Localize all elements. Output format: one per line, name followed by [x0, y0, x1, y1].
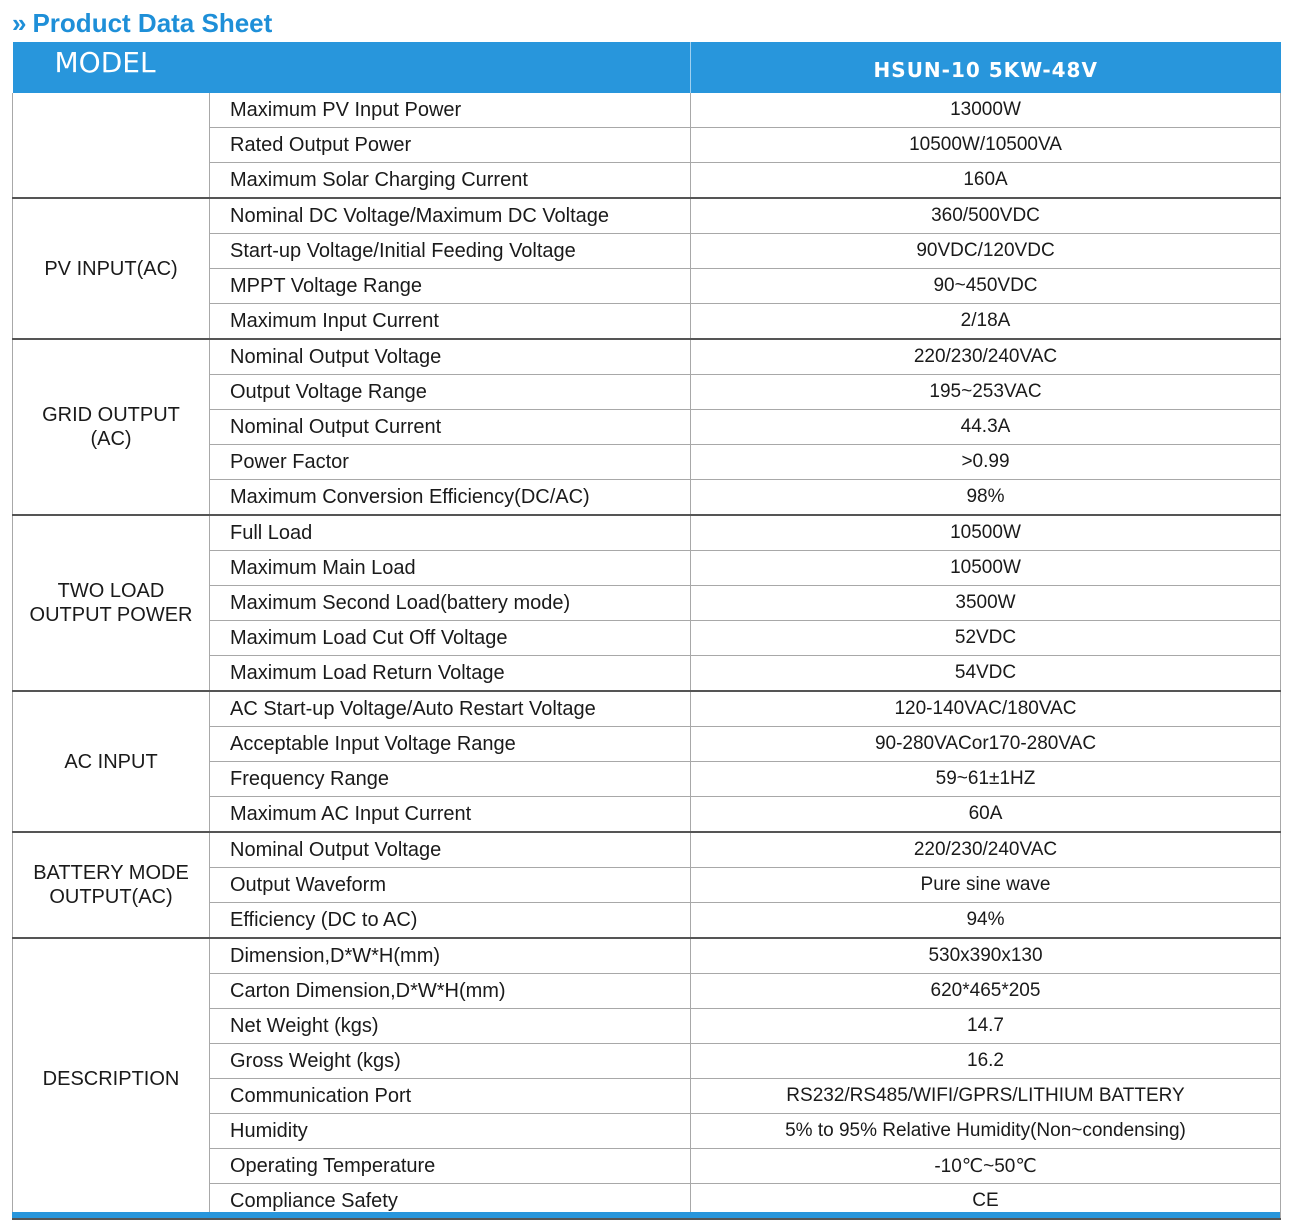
parameter-name: Dimension,D*W*H(mm)	[210, 938, 691, 974]
group-label: BATTERY MODE OUTPUT(AC)	[13, 832, 210, 938]
parameter-name: Nominal Output Current	[210, 410, 691, 445]
parameter-value: 10500W	[691, 515, 1281, 551]
parameter-name: AC Start-up Voltage/Auto Restart Voltage	[210, 691, 691, 727]
parameter-value: 5% to 95% Relative Humidity(Non~condensing)	[691, 1114, 1281, 1149]
parameter-name: Maximum Load Cut Off Voltage	[210, 621, 691, 656]
parameter-value: 90VDC/120VDC	[691, 234, 1281, 269]
parameter-name: Frequency Range	[210, 762, 691, 797]
parameter-name: Full Load	[210, 515, 691, 551]
parameter-name: Acceptable Input Voltage Range	[210, 727, 691, 762]
spec-table	[12, 42, 1281, 1220]
table-row	[13, 93, 1281, 128]
parameter-value: 160A	[691, 163, 1281, 199]
parameter-value: Pure sine wave	[691, 868, 1281, 903]
parameter-value: 52VDC	[691, 621, 1281, 656]
parameter-name: Nominal Output Voltage	[210, 339, 691, 375]
model-label: MODEL	[13, 42, 691, 93]
group-label: GRID OUTPUT (AC)	[13, 339, 210, 515]
parameter-value: 3500W	[691, 586, 1281, 621]
group-label: TWO LOAD OUTPUT POWER	[13, 515, 210, 691]
parameter-name: Carton Dimension,D*W*H(mm)	[210, 974, 691, 1009]
page-title: Product Data Sheet	[32, 8, 273, 38]
parameter-name: Nominal Output Voltage	[210, 832, 691, 868]
parameter-value: -10℃~50℃	[691, 1149, 1281, 1184]
parameter-name: Maximum Second Load(battery mode)	[210, 586, 691, 621]
parameter-value: 2/18A	[691, 304, 1281, 340]
parameter-name: Nominal DC Voltage/Maximum DC Voltage	[210, 198, 691, 234]
parameter-value: RS232/RS485/WIFI/GPRS/LITHIUM BATTERY	[691, 1079, 1281, 1114]
model-value: HSUN-10 5KW-48V	[691, 42, 1281, 93]
table-row	[13, 832, 1281, 868]
parameter-value: 54VDC	[691, 656, 1281, 692]
parameter-value: 90-280VACor170-280VAC	[691, 727, 1281, 762]
parameter-name: Maximum Load Return Voltage	[210, 656, 691, 692]
parameter-value: 13000W	[691, 93, 1281, 128]
table-row	[13, 691, 1281, 727]
parameter-value: >0.99	[691, 445, 1281, 480]
table-row	[13, 938, 1281, 974]
parameter-name: Humidity	[210, 1114, 691, 1149]
parameter-value: 98%	[691, 480, 1281, 516]
parameter-name: Maximum AC Input Current	[210, 797, 691, 833]
group-label	[13, 93, 210, 198]
group-label: PV INPUT(AC)	[13, 198, 210, 339]
parameter-name: Communication Port	[210, 1079, 691, 1114]
parameter-name: MPPT Voltage Range	[210, 269, 691, 304]
parameter-value: 59~61±1HZ	[691, 762, 1281, 797]
parameter-name: Net Weight (kgs)	[210, 1009, 691, 1044]
group-label: DESCRIPTION	[13, 938, 210, 1219]
parameter-name: Efficiency (DC to AC)	[210, 903, 691, 939]
parameter-name: Output Voltage Range	[210, 375, 691, 410]
parameter-name: Maximum Solar Charging Current	[210, 163, 691, 199]
table-header-row	[13, 42, 1281, 93]
parameter-value: 94%	[691, 903, 1281, 939]
parameter-value: 360/500VDC	[691, 198, 1281, 234]
parameter-name: Maximum PV Input Power	[210, 93, 691, 128]
parameter-name: Start-up Voltage/Initial Feeding Voltage	[210, 234, 691, 269]
table-row	[13, 339, 1281, 375]
parameter-name: Output Waveform	[210, 868, 691, 903]
parameter-name: Power Factor	[210, 445, 691, 480]
parameter-value: 10500W	[691, 551, 1281, 586]
page-header	[12, 6, 272, 40]
bottom-accent-bar	[12, 1212, 1280, 1218]
parameter-value: 16.2	[691, 1044, 1281, 1079]
parameter-name: Rated Output Power	[210, 128, 691, 163]
parameter-value: 195~253VAC	[691, 375, 1281, 410]
parameter-value: 620*465*205	[691, 974, 1281, 1009]
parameter-value: CE	[691, 1184, 1281, 1220]
parameter-name: Maximum Conversion Efficiency(DC/AC)	[210, 480, 691, 516]
table-row	[13, 515, 1281, 551]
table-row	[13, 198, 1281, 234]
parameter-value: 530x390x130	[691, 938, 1281, 974]
double-chevron-icon: »	[12, 8, 21, 38]
group-label: AC INPUT	[13, 691, 210, 832]
parameter-value: 10500W/10500VA	[691, 128, 1281, 163]
parameter-value: 220/230/240VAC	[691, 832, 1281, 868]
parameter-value: 60A	[691, 797, 1281, 833]
parameter-value: 14.7	[691, 1009, 1281, 1044]
parameter-name: Operating Temperature	[210, 1149, 691, 1184]
parameter-value: 90~450VDC	[691, 269, 1281, 304]
parameter-name: Maximum Main Load	[210, 551, 691, 586]
spec-table-body	[13, 93, 1281, 1219]
parameter-name: Maximum Input Current	[210, 304, 691, 340]
parameter-value: 120-140VAC/180VAC	[691, 691, 1281, 727]
parameter-value: 220/230/240VAC	[691, 339, 1281, 375]
parameter-value: 44.3A	[691, 410, 1281, 445]
parameter-name: Compliance Safety	[210, 1184, 691, 1220]
parameter-name: Gross Weight (kgs)	[210, 1044, 691, 1079]
